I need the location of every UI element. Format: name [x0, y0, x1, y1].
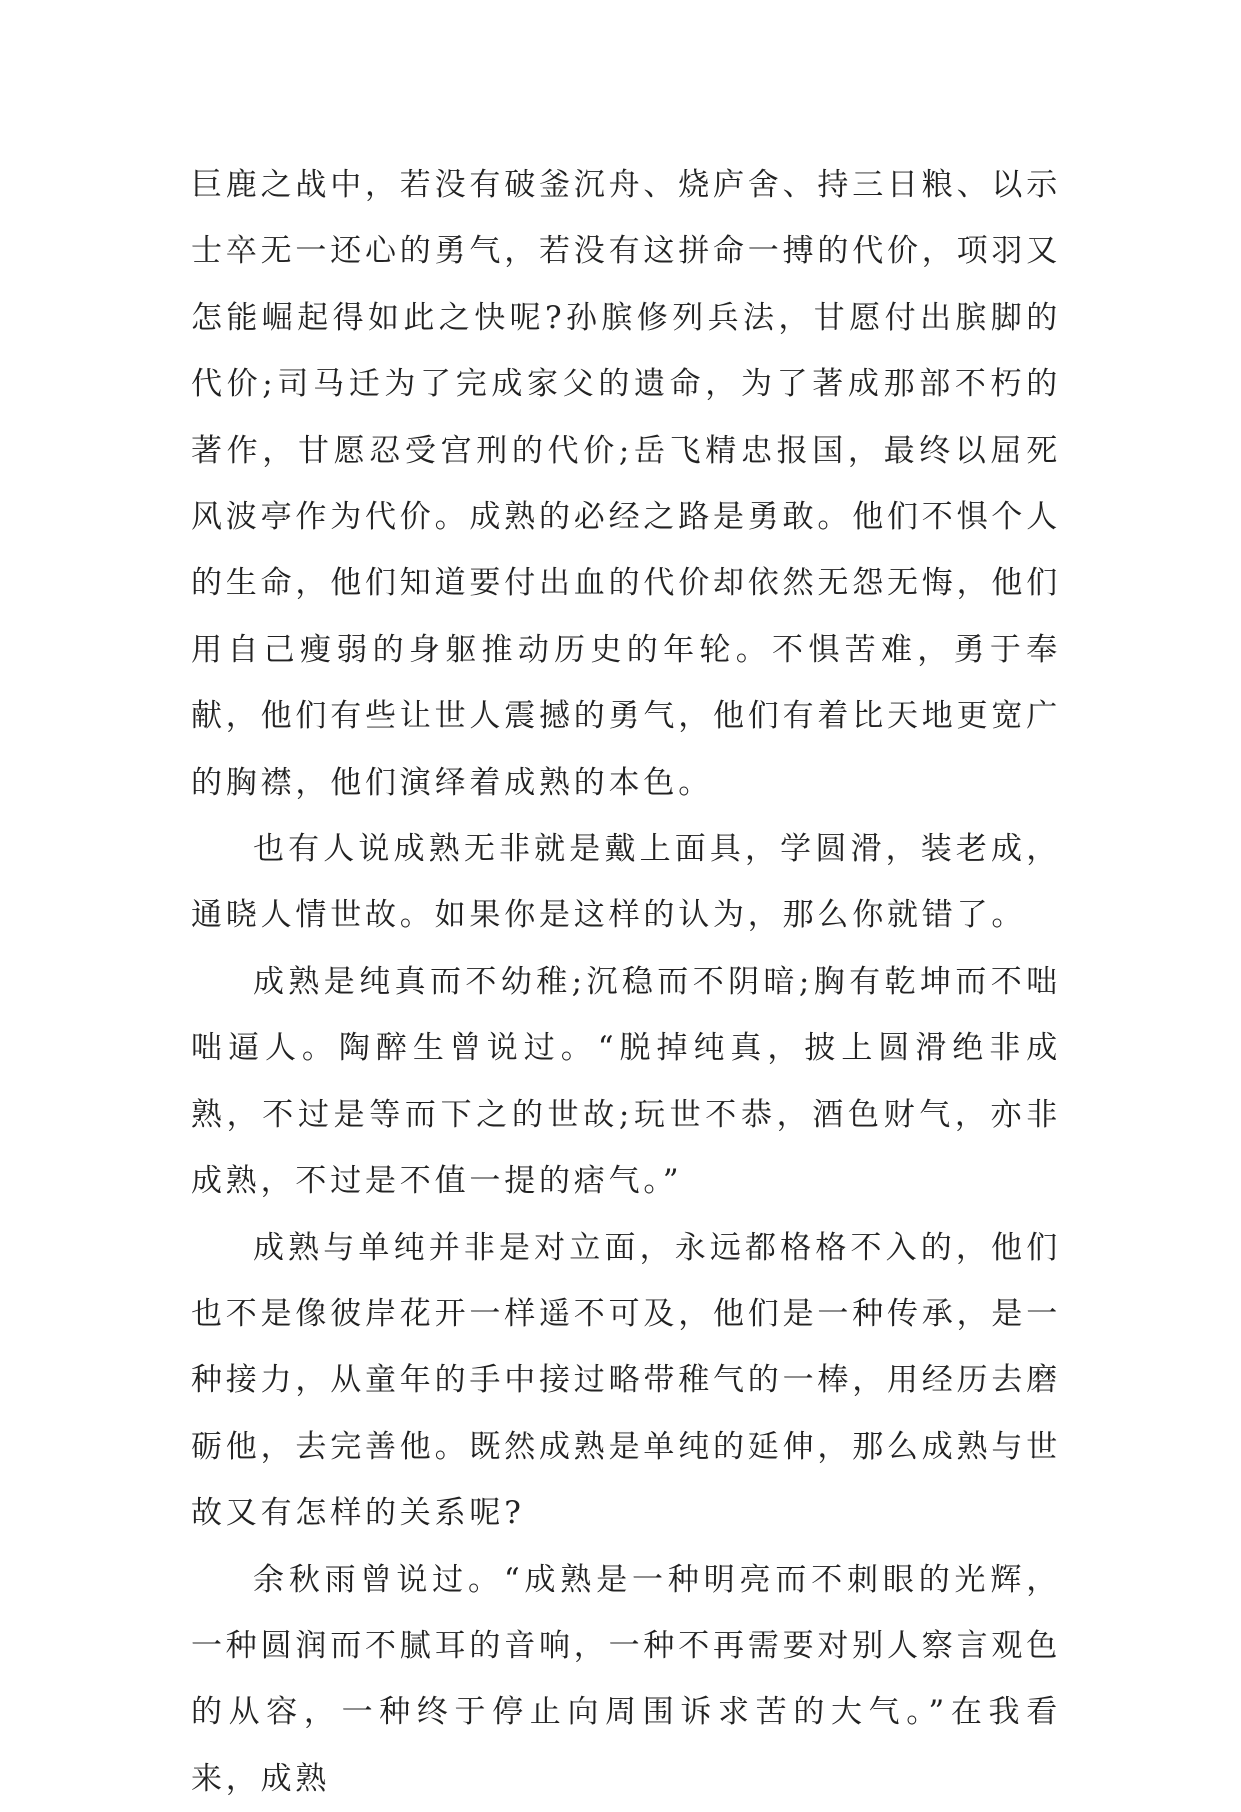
essay-body	[191, 152, 1061, 1812]
paragraph-2: 也有人说成熟无非就是戴上面具，学圆滑，装老成，通晓人情世故。如果你是这样的认为，那么你就错了。	[191, 831, 1061, 934]
paragraph-3: 成熟是纯真而不幼稚;沉稳而不阴暗;胸有乾坤而不咄咄逼人。陶醉生曾说过。“脱掉纯真，披上圆滑绝非成熟，不过是等而下之的世故;玩世不恭，酒色财气，亦非成熟，不过是不值一提的痞气。”	[191, 963, 1061, 1200]
paragraph-5: 余秋雨曾说过。“成熟是一种明亮而不刺眼的光辉，一种圆润而不腻耳的音响，一种不再需要对别人察言观色的从容，一种终于停止向周围诉求苦的大气。”在我看来，成熟	[191, 1561, 1061, 1797]
paragraph-4: 成熟与单纯并非是对立面，永远都格格不入的，他们也不是像彼岸花开一样遥不可及，他们是一种传承，是一种接力，从童年的手中接过略带稚气的一棒，用经历去磨砺他，去完善他。既然成熟是单纯的延伸，那么成熟与世故又有怎样的关系呢?	[191, 1229, 1061, 1532]
paragraph-1: 巨鹿之战中，若没有破釜沉舟、烧庐舍、持三日粮、以示士卒无一还心的勇气，若没有这拼命一搏的代价，项羽又怎能崛起得如此之快呢?孙膑修列兵法，甘愿付出膑脚的代价;司马迁为了完成家父的遗命，为了著成那部不朽的著作，甘愿忍受宫刑的代价;岳飞精忠报国，最终以屈死风波亭作为代价。成熟的必经之路是勇敢。他们不惧个人的生命，他们知道要付出血的代价却依然无怨无悔，他们用自己瘦弱的身躯推动历史的年轮。不惧苦难，勇于奉献，他们有些让世人震撼的勇气，他们有着比天地更宽广的胸襟，他们演绎着成熟的本色。	[191, 167, 1061, 801]
